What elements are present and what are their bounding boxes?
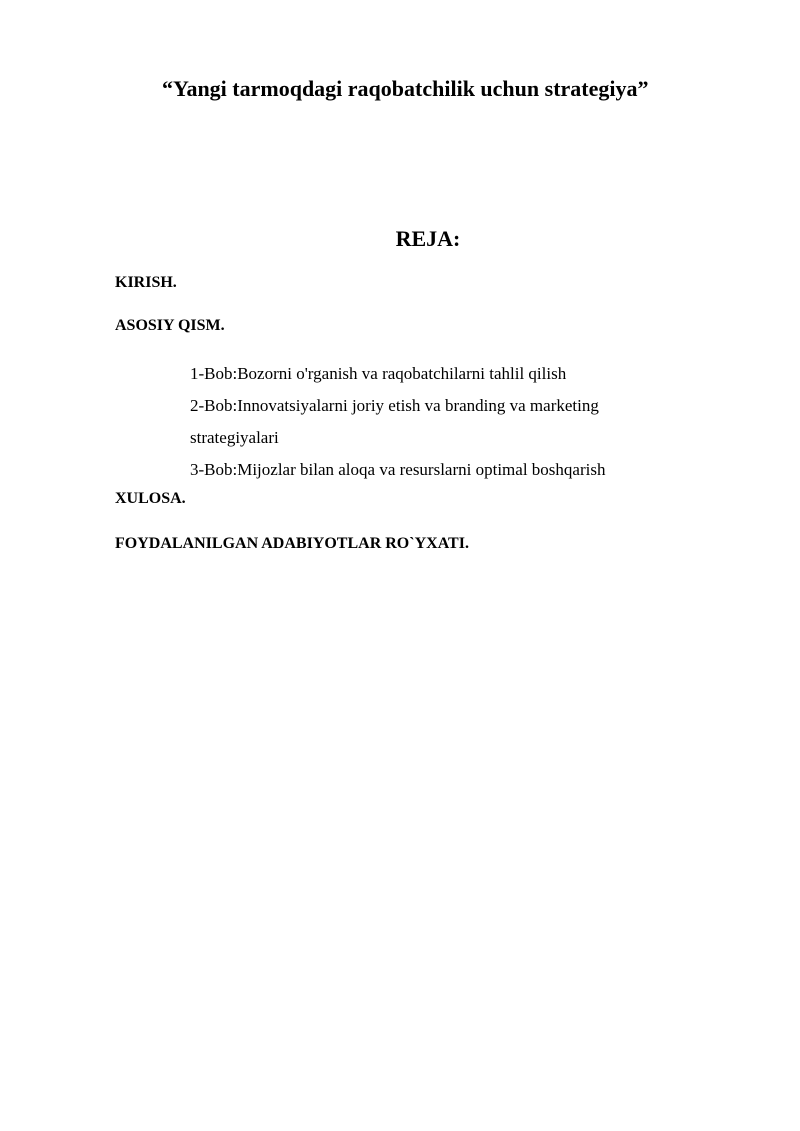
chapter-item-2: 2-Bob:Innovatsiyalarni joriy etish va branding va marketing strategiyalari	[190, 396, 599, 447]
chapter-item-3: 3-Bob:Mijozlar bilan aloqa va resurslarni optimal boshqarish	[190, 460, 606, 479]
chapter-list	[190, 358, 670, 486]
section-references: FOYDALANILGAN ADABIYOTLAR RO`YXATI.	[115, 535, 469, 552]
plan-heading: REJA:	[395, 226, 461, 251]
chapter-item-1: 1-Bob:Bozorni o'rganish va raqobatchilarni tahlil qilish	[190, 364, 567, 383]
section-main-part: ASOSIY QISM.	[115, 317, 225, 334]
section-introduction: KIRISH.	[115, 274, 177, 291]
section-conclusion: XULOSA.	[115, 490, 186, 507]
document-title: “Yangi tarmoqdagi raqobatchilik uchun strategiya”	[162, 76, 649, 101]
